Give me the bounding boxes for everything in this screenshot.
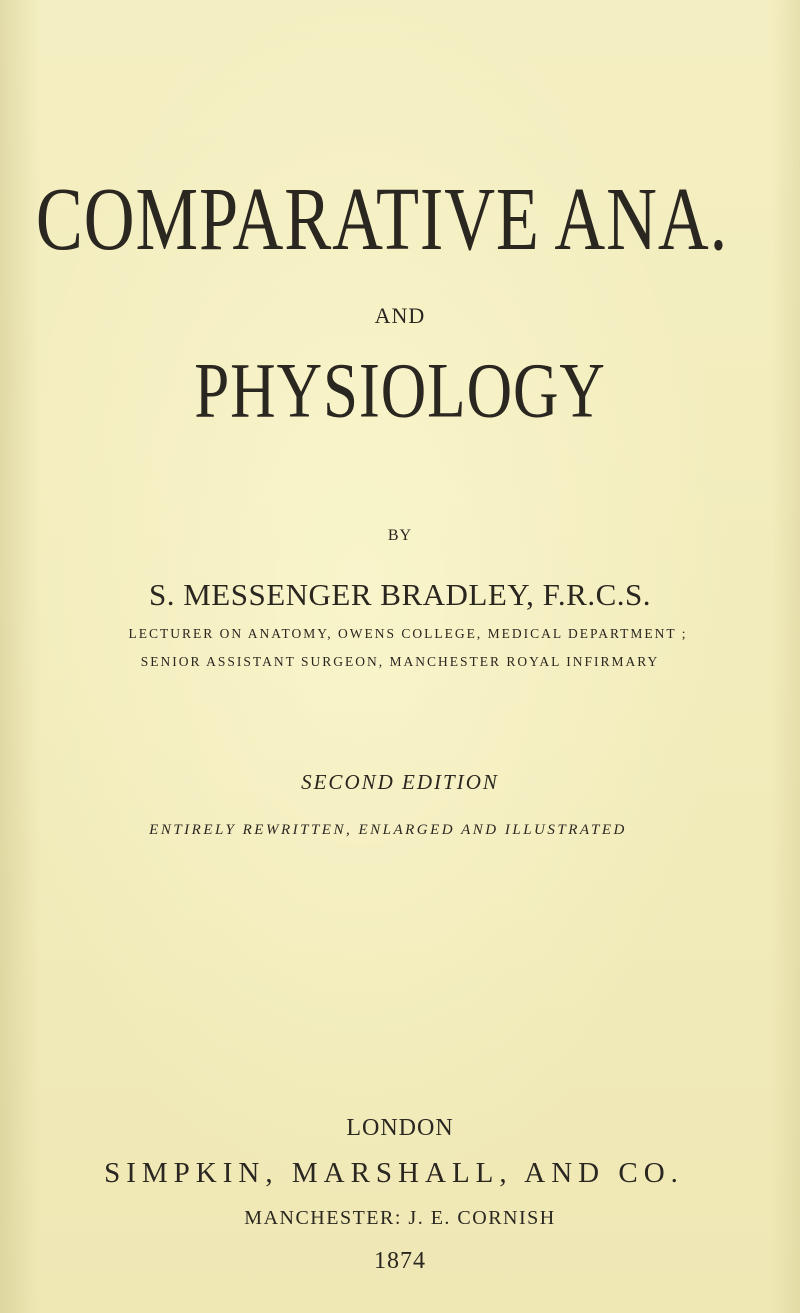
author-name: S. MESSENGER BRADLEY, F.R.C.S. (148, 577, 652, 612)
edition-statement: SECOND EDITION (301, 770, 499, 794)
edition-note: ENTIRELY REWRITTEN, ENLARGED AND ILLUSTRATED (149, 822, 627, 838)
book-title-line-1: COMPARATIVE ANA. (35, 170, 729, 270)
author-affiliation-1: LECTURER ON ANATOMY, OWENS COLLEGE, MEDICAL DEPARTMENT ; (128, 626, 688, 641)
author-affiliation-2: SENIOR ASSISTANT SURGEON, MANCHESTER ROYAL INFIRMARY (140, 654, 660, 669)
byline: BY (387, 527, 413, 544)
imprint-city: LONDON (346, 1115, 454, 1141)
imprint-publisher: SIMPKIN, MARSHALL, AND CO. (104, 1157, 684, 1189)
title-conjunction: AND (374, 303, 426, 328)
imprint-agent: MANCHESTER: J. E. CORNISH (244, 1207, 556, 1229)
book-title-line-2: PHYSIOLOGY (194, 348, 606, 435)
imprint-year: 1874 (374, 1248, 426, 1274)
